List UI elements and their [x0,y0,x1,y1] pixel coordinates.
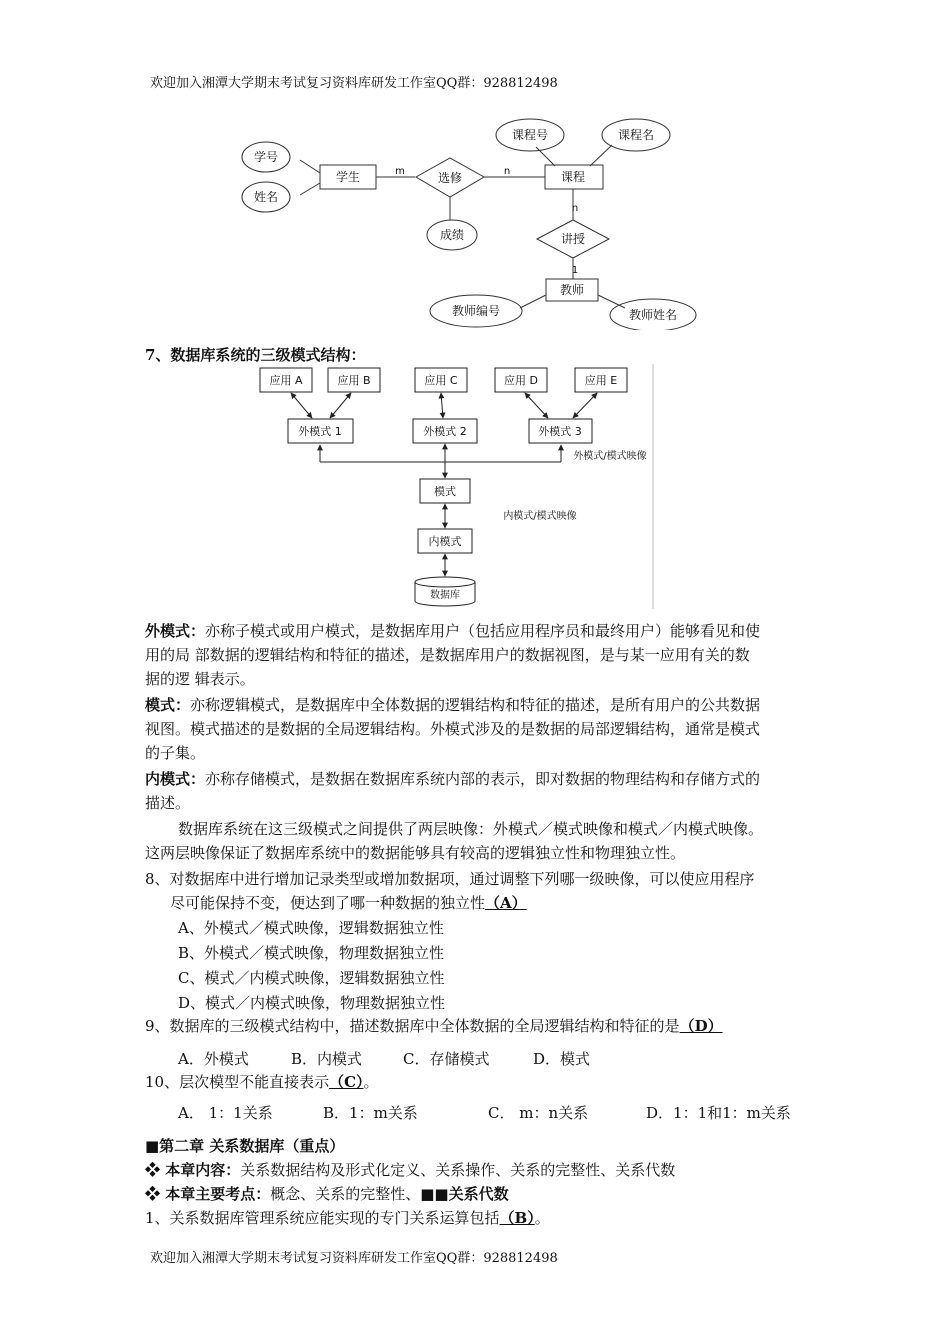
q8-answer: （A） [485,894,527,912]
schema-diagram [255,364,655,609]
ext-para-line2: 用的局 部数据的逻辑结构和特征的描述，是数据库用户的数据视图，是与某一应用有关的数 [145,646,750,664]
schema-app-c: 应用 C [424,374,458,387]
schema-ext2: 外模式 2 [423,425,467,438]
er-label: 教师姓名 [628,308,678,322]
er-label: n [571,203,579,214]
schema-int-map: 内模式/模式映像 [503,511,577,522]
q9-option-d: D．模式 [533,1050,591,1068]
er-label: 1 [571,265,579,276]
q8-line2: 尽可能保持不变，便达到了哪一种数据的独立性（A） [170,894,527,912]
schema-app-a: 应用 A [269,374,303,387]
er-label: 教师 [559,283,585,297]
schema-ext-map: 外模式/模式映像 [573,451,647,462]
q8-option-c: C、模式／内模式映像，逻辑数据独立性 [178,969,445,987]
schema-app-e: 应用 E [584,374,618,387]
q9-option-c: C．存储模式 [403,1050,490,1068]
ext-label: 外模式： [145,622,206,640]
ext-para-line1: 外模式：亦称子模式或用户模式，是数据库用户（包括应用程序员和最终用户）能够看见和使 [145,622,761,640]
q8-option-d: D、模式／内模式映像，物理数据独立性 [178,994,446,1012]
mod-label: 模式： [145,696,191,714]
q9-line: 9、数据库的三级模式结构中，描述数据库中全体数据的全局逻辑结构和特征的是（D） [145,1017,723,1035]
schema-app-b: 应用 B [337,374,371,387]
q10-option-d: D．1：1和1：m关系 [646,1104,791,1122]
er-label: 教师编号 [451,304,501,318]
er-label: n [503,166,511,177]
er-label: 成绩 [439,228,465,242]
chapter2-heading: ■第二章 关系数据库（重点） [145,1137,345,1155]
er-label: 课程 [560,170,586,184]
q10-line: 10、层次模型不能直接表示（C）。 [145,1073,379,1091]
int-para-line2: 描述。 [145,794,191,812]
er-diagram [230,115,700,330]
er-label: 姓名 [253,190,279,204]
er-label: 课程名 [617,128,655,142]
mod-para-line1: 模式：亦称逻辑模式，是数据库中全体数据的逻辑结构和特征的描述，是所有用户的公共数据 [145,696,761,714]
q10-option-a: A． 1：1关系 [178,1104,273,1122]
er-label: 讲授 [560,232,586,246]
chapter-points: ❖ 本章主要考点：概念、关系的完整性、■■关系代数 [145,1185,509,1203]
schema-app-d: 应用 D [504,374,538,387]
mod-para-line2: 视图。模式描述的是数据的全局逻辑结构。外模式涉及的是数据的局部逻辑结构，通常是模式 [145,720,761,738]
mapping-para-line2: 这两层映像保证了数据库系统中的数据能够具有较高的逻辑独立性和物理独立性。 [145,844,686,862]
q1-answer: （B） [499,1209,535,1227]
q8-option-a: A、外模式／模式映像，逻辑数据独立性 [178,919,444,937]
q9-option-a: A．外模式 [178,1050,249,1068]
q10-option-c: C． m：n关系 [488,1104,589,1122]
q8-line1: 8、对数据库中进行增加记录类型或增加数据项，通过调整下列哪一级映像，可以使应用程序 [145,870,755,888]
schema-ext3: 外模式 3 [538,425,582,438]
q9-answer: （D） [679,1017,723,1035]
mapping-para-line1: 数据库系统在这三级模式之间提供了两层映像：外模式／模式映像和模式／内模式映像。 [178,820,764,838]
int-label: 内模式： [145,770,206,788]
schema-internal: 内模式 [428,535,462,548]
q8-option-b: B、外模式／模式映像，物理数据独立性 [178,944,445,962]
mod-para-line3: 的子集。 [145,744,206,762]
int-para-line1: 内模式：亦称存储模式，是数据在数据库系统内部的表示，即对数据的物理结构和存储方式的 [145,770,761,788]
er-label: 课程号 [511,128,549,142]
schema-schema: 模式 [434,485,456,498]
page-header: 欢迎加入湘潭大学期末考试复习资料库研发工作室QQ群：928812498 [150,76,558,91]
er-label: 学生 [335,170,361,184]
page-footer: 欢迎加入湘潭大学期末考试复习资料库研发工作室QQ群：928812498 [150,1251,558,1266]
er-label: 选修 [437,171,463,185]
schema-db: 数据库 [430,590,460,601]
q10-answer: （C） [329,1073,364,1091]
chapter-content: ❖ 本章内容：关系数据结构及形式化定义、关系操作、关系的完整性、关系代数 [145,1161,676,1179]
er-label: 学号 [253,150,279,164]
section7-title: 7、数据库系统的三级模式结构： [145,346,366,364]
schema-ext1: 外模式 1 [298,425,342,438]
q9-option-b: B．内模式 [291,1050,363,1068]
er-label: m [395,166,405,177]
q1-line: 1、关系数据库管理系统应能实现的专门关系运算包括（B）。 [145,1209,550,1227]
ext-para-line3: 据的逻 辑表示。 [145,670,255,688]
q10-option-b: B．1：m关系 [323,1104,418,1122]
